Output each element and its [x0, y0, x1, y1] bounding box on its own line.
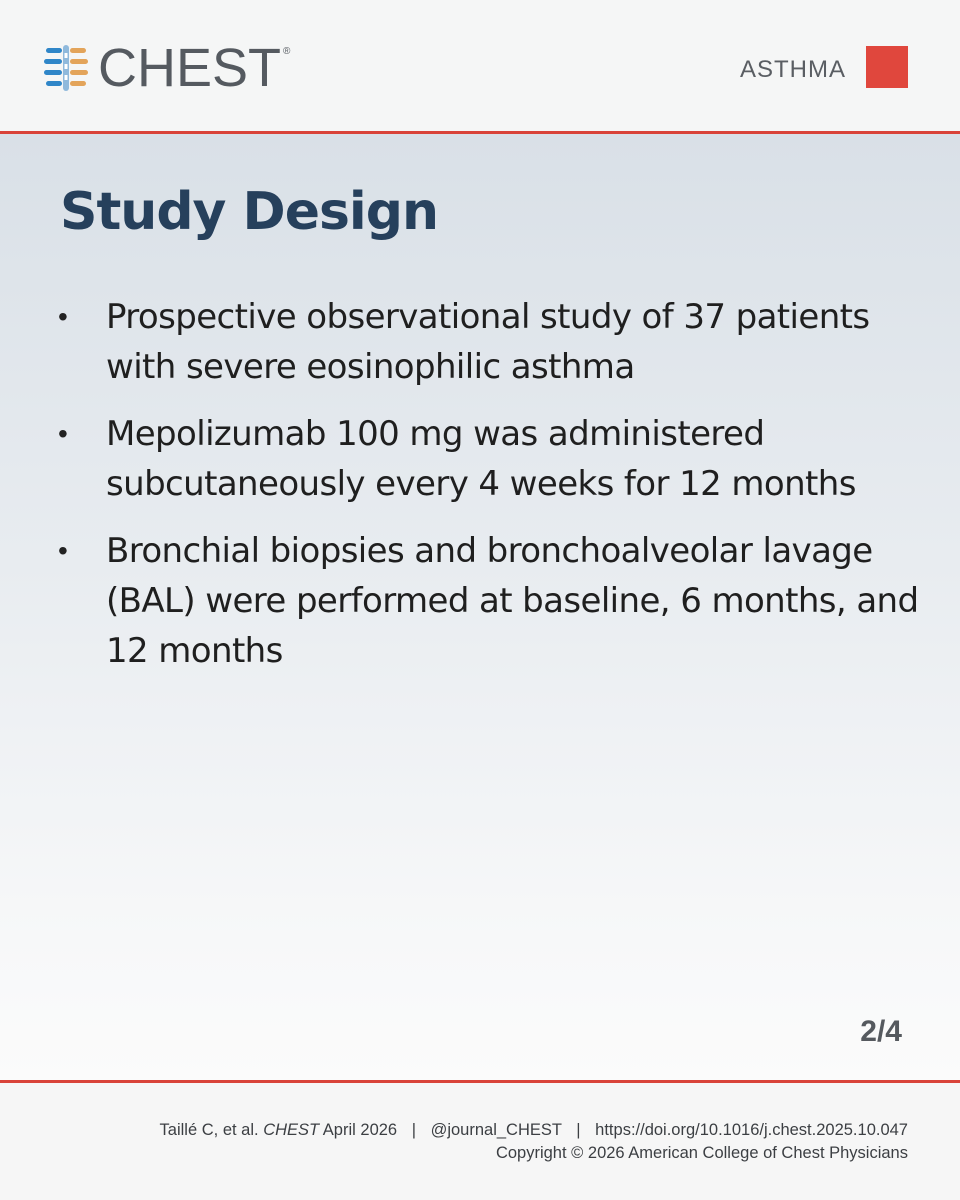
bullet-text: Prospective observational study of 37 patients with severe eosinophilic asthma: [106, 297, 870, 387]
citation-authors: Taillé C, et al.: [159, 1121, 259, 1139]
chest-logo-icon: [44, 45, 90, 91]
slide-body: [0, 134, 960, 1080]
copyright: Copyright © 2026 American College of Chest Physicians: [495, 1144, 908, 1162]
separator: |: [576, 1121, 581, 1139]
citation-date: April 2026: [322, 1121, 398, 1139]
citation-journal: CHEST: [263, 1121, 320, 1139]
footer: [0, 1083, 960, 1200]
bullet-text: Mepolizumab 100 mg was administered subcutaneously every 4 weeks for 12 months: [106, 414, 856, 504]
chest-logo-text: CHEST: [98, 38, 282, 98]
bullet-dot-icon: •: [58, 535, 68, 566]
bullet-dot-icon: •: [58, 418, 68, 449]
citation-block: [160, 1119, 908, 1165]
separator: |: [411, 1121, 416, 1139]
social-handle[interactable]: @journal_CHEST: [430, 1121, 562, 1139]
registered-mark: ®: [283, 46, 291, 57]
bullet-list: [58, 292, 938, 693]
bullet-item: [58, 409, 938, 509]
slide-title: Study Design: [60, 182, 438, 242]
bullet-dot-icon: •: [58, 301, 68, 332]
topic-color-square: [866, 46, 908, 88]
doi-link[interactable]: https://doi.org/10.1016/j.chest.2025.10.047: [595, 1121, 908, 1139]
bullet-item: [58, 526, 938, 676]
bullet-item: [58, 292, 938, 392]
topic-label: ASTHMA: [739, 56, 846, 83]
chest-logo: [44, 38, 291, 98]
citation-line: [160, 1119, 908, 1142]
page-indicator: 2/4: [860, 1015, 902, 1048]
header: [0, 0, 960, 132]
bullet-text: Bronchial biopsies and bronchoalveolar lavage (BAL) were performed at baseline, 6 months, and 12 months: [106, 531, 919, 671]
